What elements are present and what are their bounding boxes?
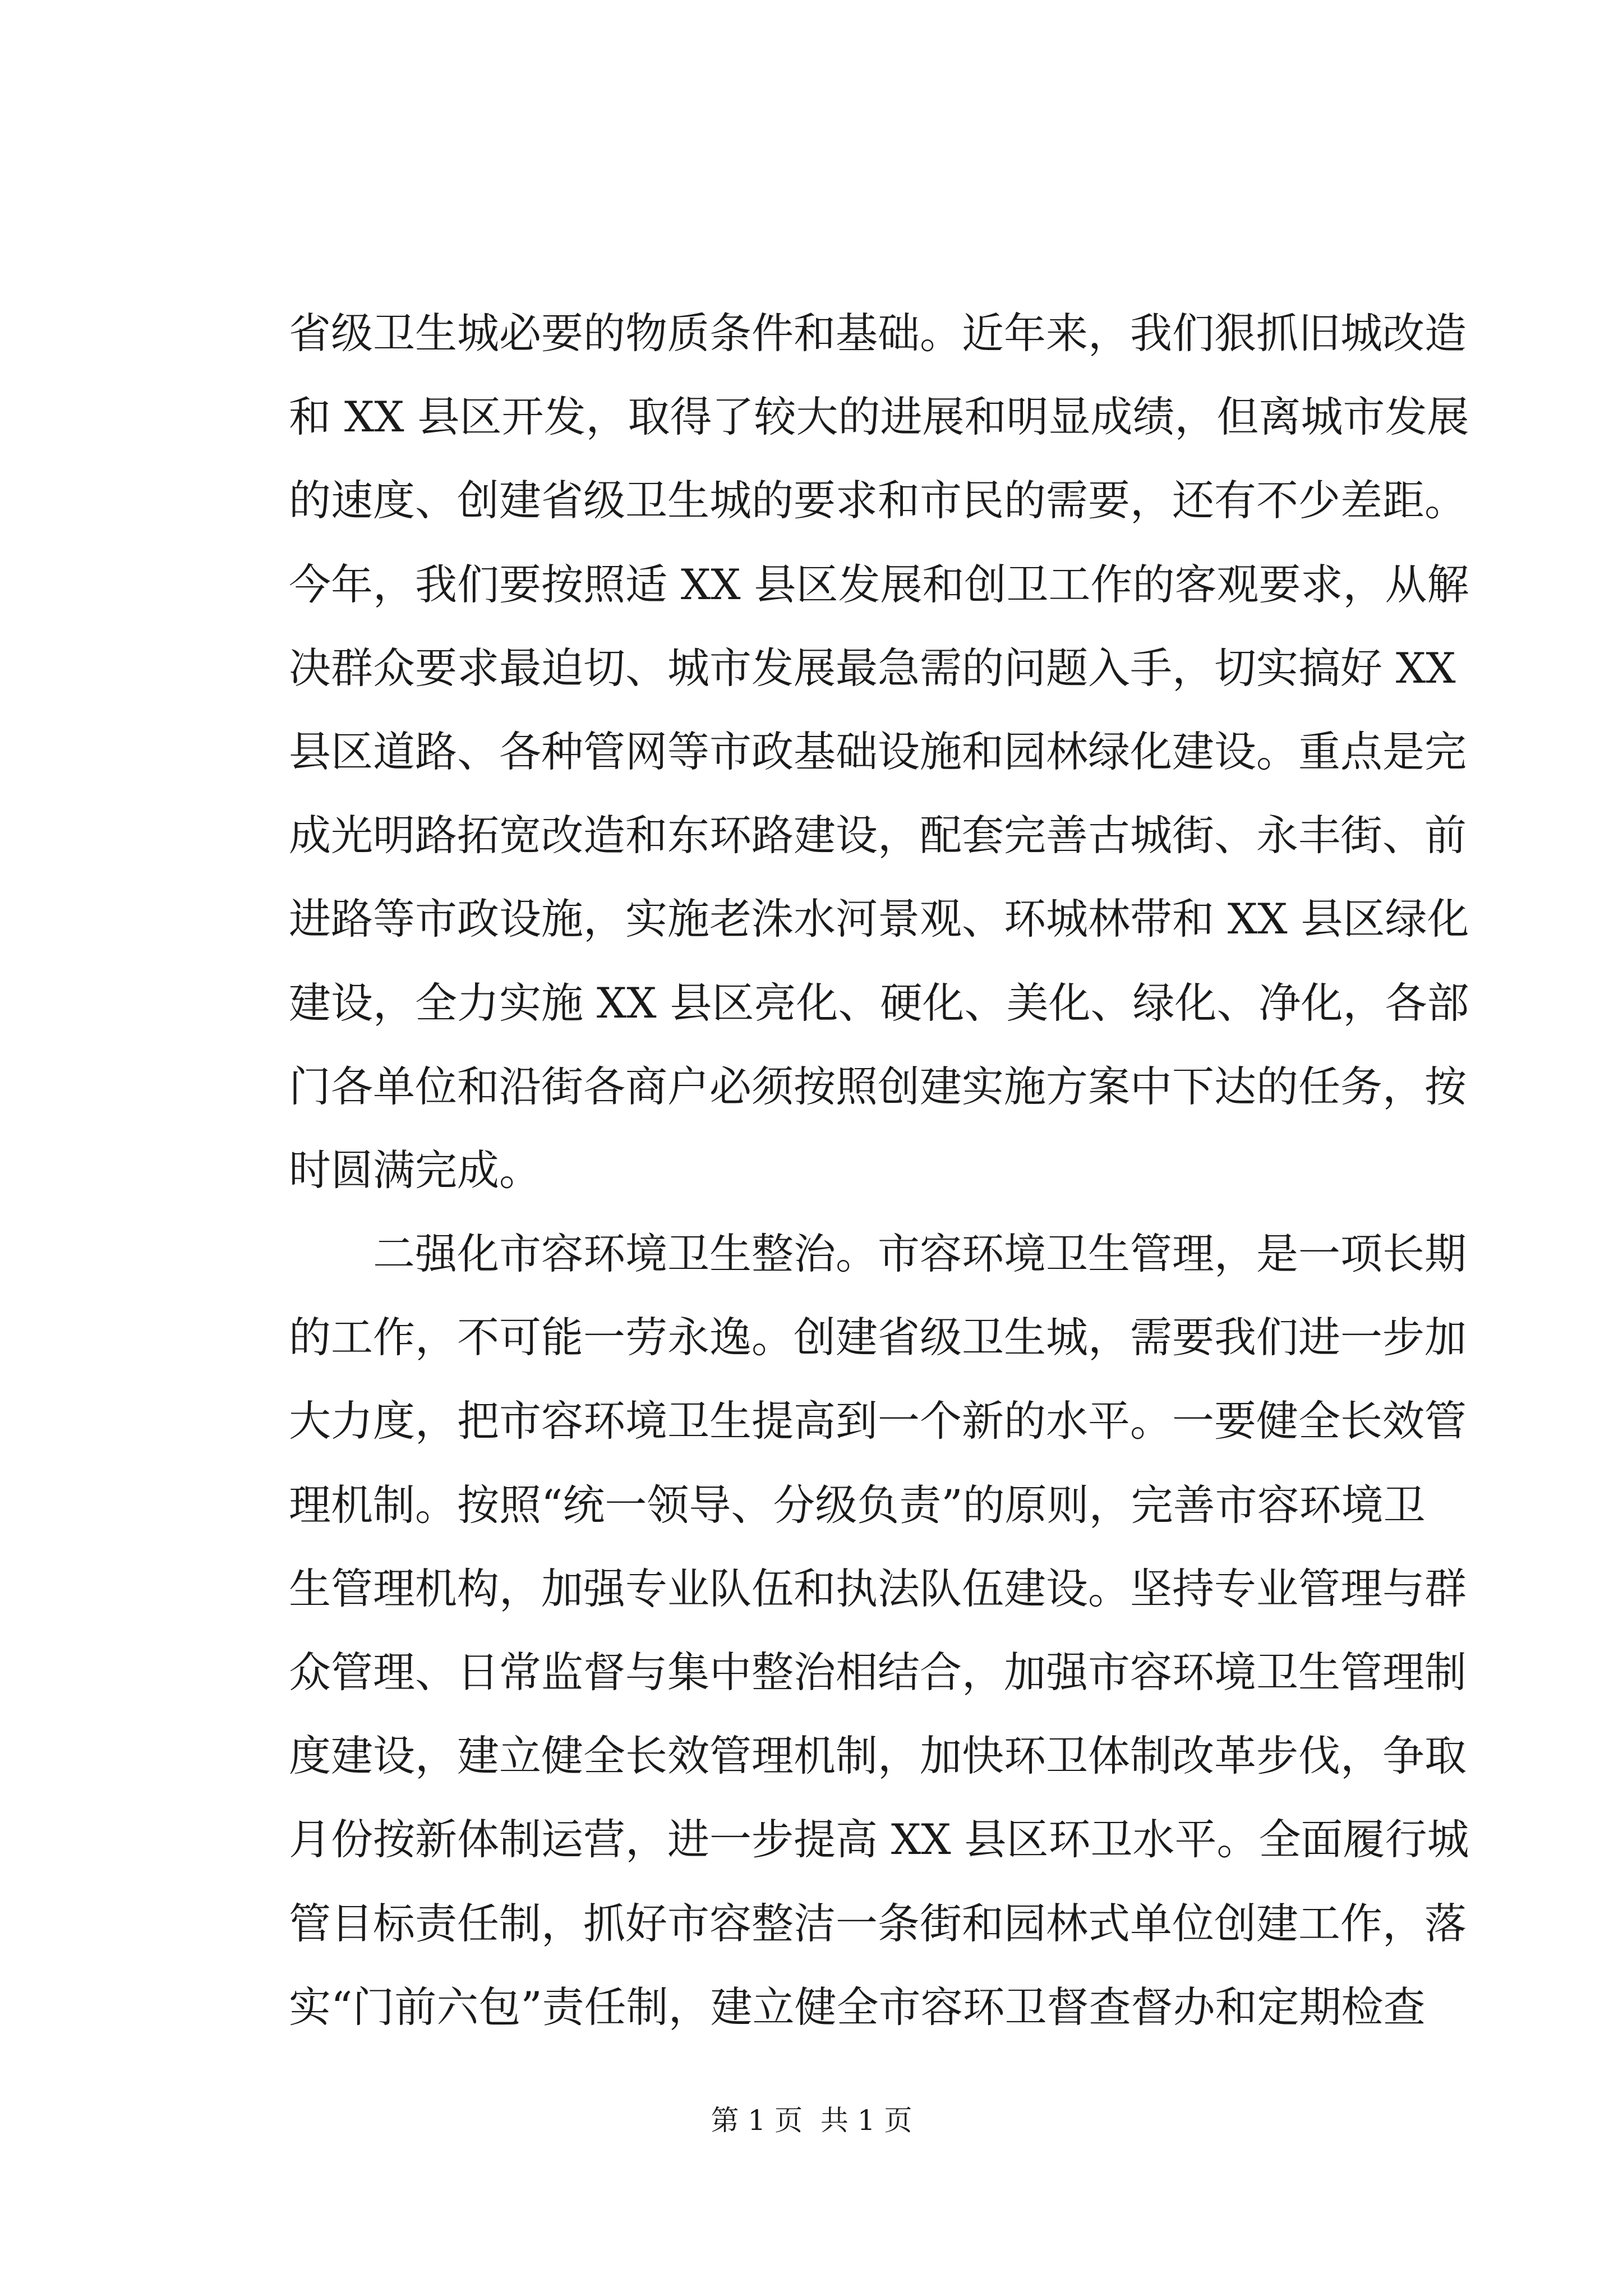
text-line: 的速度、创建省级卫生城的要求和市民的需要，还有不少差距。: [289, 476, 1467, 526]
text-line: 理机制。按照“统一领导、分级负责”的原则，完善市容环境卫: [289, 1480, 1426, 1530]
page-number-label: 第 1 页 共 1 页: [711, 2104, 912, 2137]
text-line: 生管理机构，加强专业队伍和执法队伍建设。坚持专业管理与群: [289, 1563, 1467, 1613]
text-line: 和 XX 县区开发，取得了较大的进展和明显成绩，但离城市发展: [289, 392, 1469, 442]
text-line: 的工作，不可能一劳永逸。创建省级卫生城，需要我们进一步加: [289, 1313, 1467, 1363]
text-line: 成光明路拓宽改造和东环路建设，配套完善古城街、永丰街、前: [289, 811, 1467, 861]
text-line: 众管理、日常监督与集中整治相结合，加强市容环境卫生管理制: [289, 1648, 1467, 1697]
text-line-paragraph-start: 二强化市容环境卫生整治。市容环境卫生管理，是一项长期: [373, 1229, 1467, 1279]
text-line: 省级卫生城必要的物质条件和基础。近年来，我们狠抓旧城改造: [289, 309, 1467, 358]
text-line: 县区道路、各种管网等市政基础设施和园林绿化建设。重点是完: [289, 726, 1467, 776]
text-line: 今年，我们要按照适 XX 县区发展和创卫工作的客观要求，从解: [289, 559, 1469, 609]
text-line: 大力度，把市容环境卫生提高到一个新的水平。一要健全长效管: [289, 1396, 1467, 1446]
document-body: [289, 292, 1469, 2049]
text-line: 建设，全力实施 XX 县区亮化、硬化、美化、绿化、净化，各部: [289, 978, 1469, 1028]
text-line: 门各单位和沿街各商户必须按照创建实施方案中下达的任务，按: [289, 1061, 1467, 1111]
text-line: 实“门前六包”责任制，建立健全市容环卫督查督办和定期检查: [289, 1982, 1426, 2032]
text-line: 度建设，建立健全长效管理机制，加快环卫体制改革步伐，争取: [289, 1731, 1467, 1781]
page-footer: [0, 2101, 1623, 2140]
text-line: 决群众要求最迫切、城市发展最急需的问题入手，切实搞好 XX: [289, 643, 1456, 693]
text-line-paragraph-end: 时圆满完成。: [289, 1145, 542, 1195]
text-line: 管目标责任制，抓好市容整洁一条街和园林式单位创建工作，落: [289, 1898, 1467, 1948]
text-line: 月份按新体制运营，进一步提高 XX 县区环卫水平。全面履行城: [289, 1815, 1469, 1865]
text-line: 进路等市政设施，实施老洙水河景观、环城林带和 XX 县区绿化: [289, 894, 1469, 944]
